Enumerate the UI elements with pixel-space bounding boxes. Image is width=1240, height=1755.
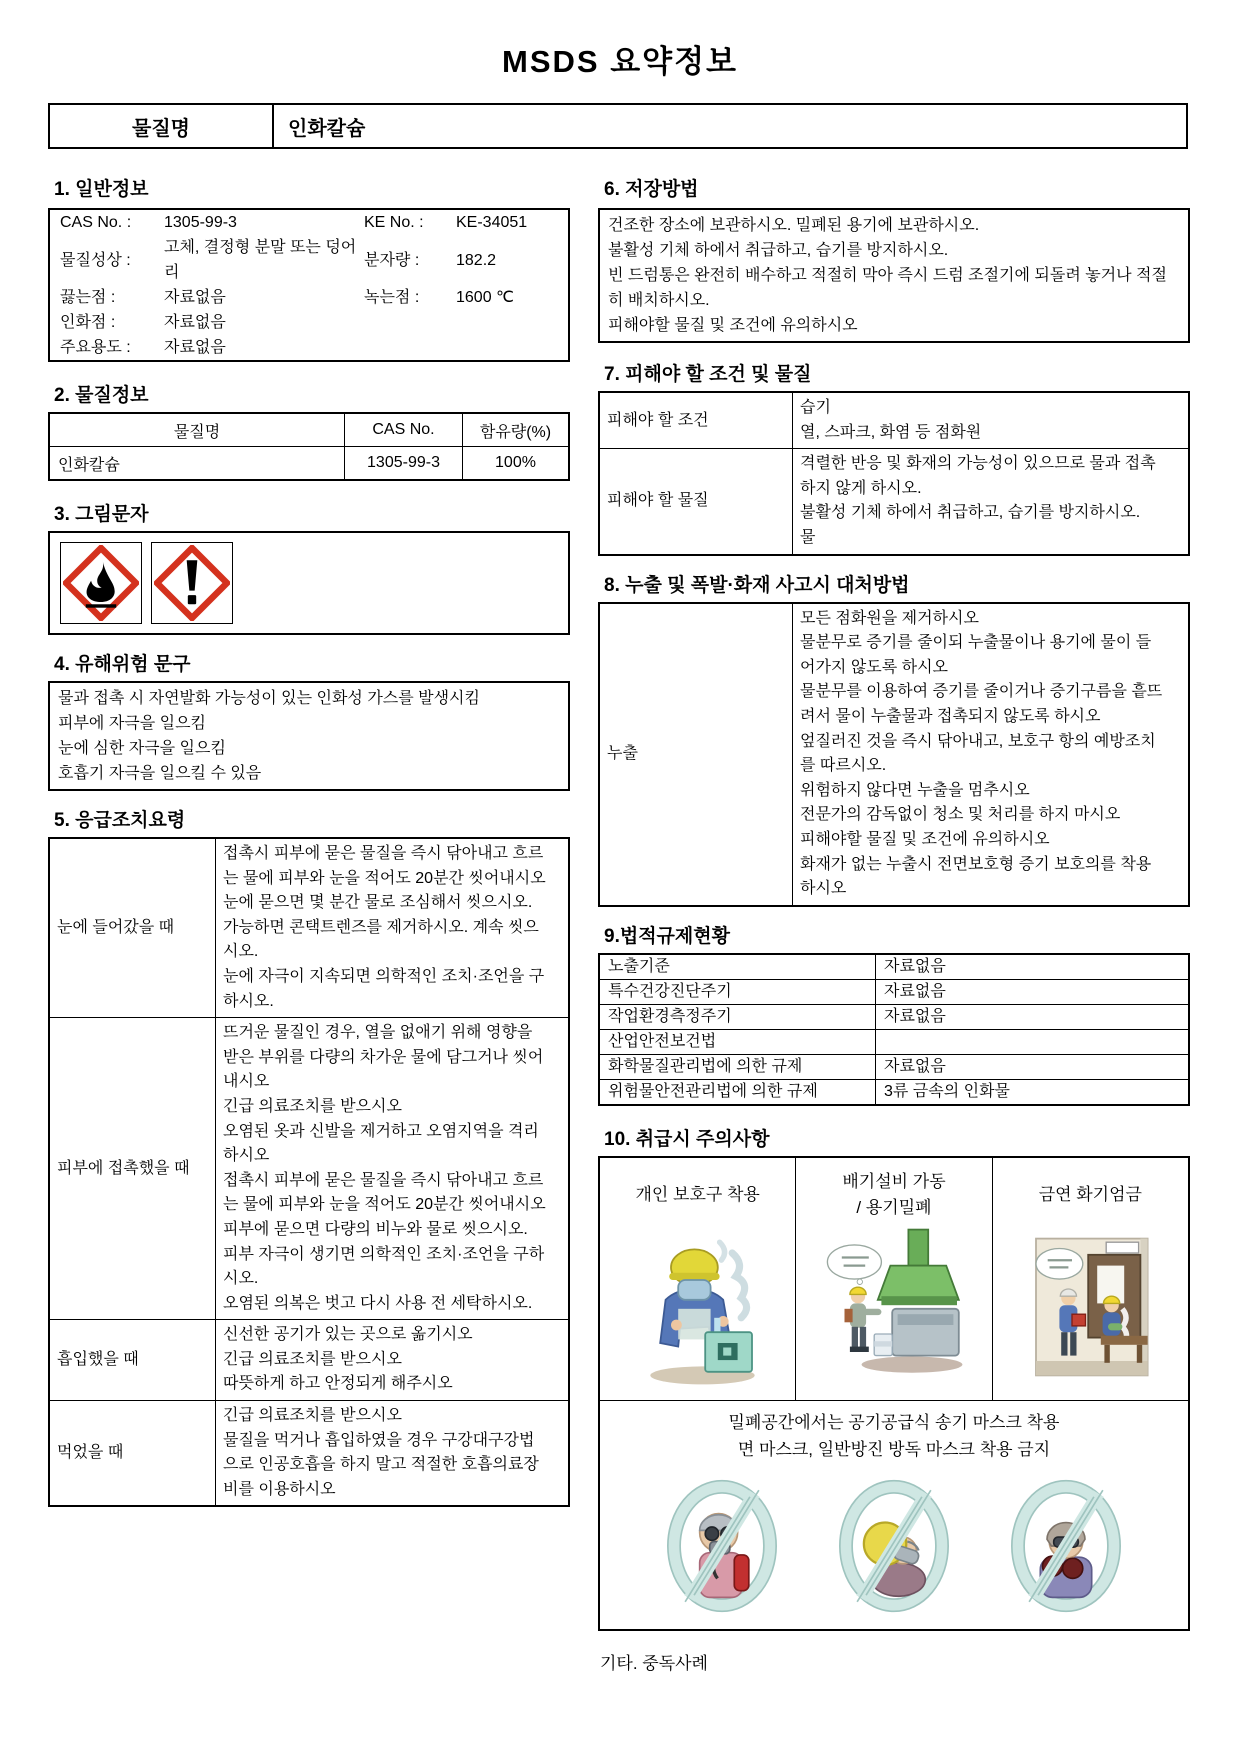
- flame-icon: [63, 545, 139, 621]
- regulation-value: 3류 금속의 인화물: [876, 1079, 1190, 1105]
- first-aid-table: [48, 837, 570, 1507]
- conditions-to-avoid-table: [598, 391, 1190, 556]
- hazard-statement: 물과 접촉 시 자연발화 가능성이 있는 인화성 가스를 발생시킴: [58, 690, 480, 707]
- first-aid-inhale-label: 흡입했을 때: [49, 1320, 216, 1401]
- avoid-conditions-label: 피해야 할 조건: [599, 392, 793, 449]
- storage-box: [598, 208, 1190, 343]
- section-7-title: 7. 피해야 할 조건 및 물질: [604, 364, 812, 385]
- field-label: 분자량 :: [364, 251, 420, 269]
- hazard-statements-box: [48, 681, 570, 791]
- field-value: KE-34051: [456, 214, 528, 231]
- instruction-line: 불활성 기체 하에서 취급하고, 습기를 방지하시오.: [800, 504, 1141, 522]
- leak-label: 누출: [599, 603, 793, 906]
- instruction-line: 눈에 자극이 지속되면 의학적인 조치·조언을 구하시오.: [223, 967, 545, 1010]
- instruction-line: 격렬한 반응 및 화재의 가능성이 있으므로 물과 접촉하지 않게 하시오.: [800, 455, 1156, 497]
- leak-response-table: [598, 602, 1190, 907]
- instruction-line: 피부에 묻으면 다량의 비누와 물로 씻으시오.: [223, 1220, 528, 1238]
- content-percent-cell: 100%: [463, 447, 570, 481]
- regulation-label: 노출기준: [599, 954, 876, 980]
- instruction-line: 따뜻하게 하고 안정되게 해주시오: [223, 1375, 453, 1393]
- exhaust-ventilation-container-sealing-illustration: [818, 1226, 970, 1388]
- first-aid-eye-label: 눈에 들어갔을 때: [49, 838, 216, 1018]
- exclamation-mark-icon: [154, 545, 230, 621]
- precaution-caption: / 용기밀폐: [856, 1197, 932, 1217]
- note-line: 밀폐공간에서는 공기공급식 송기 마스크 착용: [728, 1412, 1060, 1432]
- pictogram-box: [48, 531, 570, 635]
- instruction-line: 뜨거운 물질인 경우, 열을 없애기 위해 영향을 받은 부위를 다량의 차가운 물에 담그거나 씻어내시오: [223, 1024, 544, 1091]
- regulation-label: 화학물질관리법에 의한 규제: [599, 1054, 876, 1079]
- field-label: 물질성상 :: [60, 251, 131, 269]
- table-row: [49, 1018, 569, 1320]
- table-row: [599, 1054, 1189, 1079]
- instruction-line: 위험하지 않다면 누출을 멈추시오: [800, 781, 1030, 799]
- instruction-line: 물질을 먹거나 흡입하였을 경우 구강대구강법으로 인공호흡을 하지 말고 적절한 호흡의료장비를 이용하시오: [223, 1431, 539, 1498]
- column-header: 물질명: [49, 413, 345, 447]
- legal-regulations-table: [598, 953, 1190, 1106]
- table-header-row: [49, 413, 569, 447]
- ghs-exclamation-pictogram: [151, 542, 233, 624]
- table-row: [599, 449, 1189, 555]
- dust-mask-prohibited-illustration: [666, 1479, 778, 1613]
- table-row: [599, 979, 1189, 1004]
- gas-mask-prohibited-illustration: [1010, 1479, 1122, 1613]
- hazard-statement: 눈에 심한 자극을 일으킴: [58, 740, 226, 757]
- section-6-title: 6. 저장방법: [604, 179, 699, 200]
- hazard-statement: 호흡기 자극을 일으킬 수 있음: [58, 765, 262, 782]
- substance-cell: 인화칼슘: [49, 447, 345, 481]
- field-label: 녹는점 :: [364, 289, 420, 306]
- page-title: MSDS 요약정보: [502, 44, 738, 79]
- other-poisoning-cases-note: 기타. 중독사례: [600, 1653, 708, 1673]
- ghs-flame-pictogram: [60, 542, 142, 624]
- instruction-line: 눈에 묻으면 몇 분간 물로 조심해서 씻으시오.: [223, 894, 533, 912]
- instruction-line: 물분무를 이용하여 증기를 줄이거나 증기구름을 흩뜨려서 물이 누출물과 접촉되지 않도록 하시오: [800, 683, 1163, 725]
- table-row: [599, 1029, 1189, 1054]
- table-row: [49, 838, 569, 1018]
- field-value: 자료없음: [164, 314, 226, 331]
- regulation-label: 작업환경측정주기: [599, 1004, 876, 1029]
- instruction-line: 긴급 의료조치를 받으시오: [223, 1407, 402, 1425]
- first-aid-eye-content: [216, 838, 570, 1018]
- regulation-value: 자료없음: [876, 979, 1190, 1004]
- regulation-value: 자료없음: [876, 954, 1190, 980]
- table-row: [599, 603, 1189, 906]
- no-smoking-no-fire-illustration: [1014, 1226, 1166, 1388]
- left-column: [48, 160, 570, 1507]
- note-line: 면 마스크, 일반방진 방독 마스크 착용 금지: [737, 1439, 1051, 1459]
- storage-line: 피해야할 물질 및 조건에 유의하시오: [608, 317, 858, 334]
- field-label: CAS No. :: [60, 214, 132, 231]
- instruction-line: 모든 점화원을 제거하시오: [800, 609, 979, 627]
- handling-precautions-table: [598, 1156, 1190, 1631]
- general-info-row: [50, 285, 568, 310]
- instruction-line: 전문가의 감독없이 청소 및 처리를 하지 마시오: [800, 806, 1121, 824]
- instruction-line: 긴급 의료조치를 받으시오: [223, 1097, 402, 1115]
- regulation-label: 산업안전보건법: [599, 1029, 876, 1054]
- precaution-caption: 개인 보호구 착용: [635, 1184, 760, 1204]
- section-4-title: 4. 유해위험 문구: [54, 654, 191, 675]
- field-label: 끓는점 :: [60, 289, 116, 306]
- substance-name-value: 인화칼슘: [288, 117, 366, 140]
- cas-cell: 1305-99-3: [345, 447, 463, 481]
- field-value: 자료없음: [164, 289, 226, 306]
- precaution-ventilation-cell: [796, 1158, 992, 1400]
- substance-name-label: 물질명: [50, 105, 274, 147]
- instruction-line: 접촉시 피부에 묻은 물질을 즉시 닦아내고 흐르는 물에 피부와 눈을 적어도 20분간 씻어내시오: [223, 845, 546, 887]
- field-label: 주요용도 :: [60, 339, 131, 356]
- instruction-line: 엎질러진 것을 즉시 닦아내고, 보호구 항의 예방조치를 따르시오.: [800, 732, 1156, 775]
- confined-space-note: [600, 1401, 1188, 1629]
- first-aid-skin-label: 피부에 접촉했을 때: [49, 1018, 216, 1320]
- prohibited-masks-row: [606, 1479, 1182, 1613]
- general-info-row: [50, 310, 568, 335]
- hazard-statement: 피부에 자극을 일으킴: [58, 715, 206, 732]
- section-9-title: 9.법적규제현황: [604, 925, 730, 947]
- section-8-title: 8. 누출 및 폭발·화재 사고시 대처방법: [604, 574, 910, 596]
- table-row: [599, 1004, 1189, 1029]
- field-value: 1305-99-3: [164, 214, 237, 231]
- precaution-no-smoking-cell: [993, 1158, 1188, 1400]
- table-row: [49, 1320, 569, 1401]
- table-row: [599, 392, 1189, 449]
- instruction-line: 오염된 옷과 신발을 제거하고 오염지역을 격리하시오: [223, 1122, 539, 1165]
- first-aid-ingest-content: [216, 1401, 570, 1507]
- table-row: [49, 1401, 569, 1507]
- field-value: 182.2: [456, 251, 497, 269]
- precaution-ppe-cell: [600, 1158, 796, 1400]
- instruction-line: 열, 스파크, 화염 등 점화원: [800, 423, 982, 441]
- regulation-value: 자료없음: [876, 1054, 1190, 1079]
- table-row: [599, 1079, 1189, 1105]
- instruction-line: 피해야할 물질 및 조건에 유의하시오: [800, 830, 1050, 848]
- cotton-mask-prohibited-illustration: [838, 1479, 950, 1613]
- general-info-row: [50, 335, 568, 360]
- general-info-row: [50, 210, 568, 235]
- instruction-line: 물: [800, 528, 816, 546]
- table-row: [599, 954, 1189, 980]
- instruction-line: 긴급 의료조치를 받으시오: [223, 1350, 402, 1368]
- field-value: 1600 ℃: [456, 289, 515, 306]
- precaution-caption: 배기설비 가동: [842, 1171, 946, 1191]
- avoid-conditions-content: [793, 392, 1190, 449]
- general-info-box: [48, 208, 570, 362]
- column-header: 함유량(%): [463, 413, 570, 447]
- instruction-line: 신선한 공기가 있는 곳으로 옮기시오: [223, 1326, 473, 1344]
- instruction-line: 습기: [800, 399, 831, 416]
- regulation-label: 특수건강진단주기: [599, 979, 876, 1004]
- general-info-row: [50, 235, 568, 285]
- storage-line: 불활성 기체 하에서 취급하고, 습기를 방지하시오.: [608, 242, 949, 259]
- field-value: 자료없음: [164, 339, 226, 356]
- regulation-value: 자료없음: [876, 1004, 1190, 1029]
- first-aid-inhale-content: [216, 1320, 570, 1401]
- section-3-title: 3. 그림문자: [54, 504, 149, 525]
- instruction-line: 접촉시 피부에 묻은 물질을 즉시 닦아내고 흐르는 물에 피부와 눈을 적어도 20분간 씻어내시오: [223, 1171, 546, 1214]
- section-10-title: 10. 취급시 주의사항: [604, 1128, 770, 1150]
- section-2-title: 2. 물질정보: [54, 385, 149, 406]
- regulation-value: [876, 1029, 1190, 1054]
- instruction-line: 화재가 없는 누출시 전면보호형 증기 보호의를 착용하시오: [800, 855, 1152, 898]
- storage-line: 빈 드럼통은 완전히 배수하고 적절히 막아 즉시 드럼 조절기에 되돌려 놓거나 적절히 배치하시오.: [608, 267, 1167, 309]
- precaution-caption: 금연 화기엄금: [1038, 1184, 1142, 1204]
- composition-table: [48, 412, 570, 481]
- first-aid-ingest-label: 먹었을 때: [49, 1401, 216, 1507]
- instruction-line: 가능하면 콘택트렌즈를 제거하시오. 계속 씻으시오.: [223, 918, 539, 961]
- leak-content: [793, 603, 1190, 906]
- instruction-line: 물분무로 증기를 줄이되 누출물이나 용기에 물이 들어가지 않도록 하시오: [800, 634, 1152, 676]
- section-5-title: 5. 응급조치요령: [54, 810, 186, 831]
- field-value: 고체, 결정형 분말 또는 덩어리: [164, 239, 357, 281]
- column-header: CAS No.: [345, 413, 463, 447]
- right-column: [598, 160, 1190, 1674]
- instruction-line: 피부 자극이 생기면 의학적인 조치·조언을 구하시오.: [223, 1245, 545, 1288]
- substance-header-table: [48, 103, 1188, 149]
- storage-line: 건조한 장소에 보관하시오. 밀폐된 용기에 보관하시오.: [608, 217, 980, 234]
- regulation-label: 위험물안전관리법에 의한 규제: [599, 1079, 876, 1105]
- instruction-line: 오염된 의복은 벗고 다시 사용 전 세탁하시오.: [223, 1294, 533, 1312]
- field-label: 인화점 :: [60, 314, 116, 331]
- table-row: [49, 447, 569, 481]
- personal-protective-equipment-illustration: [622, 1226, 774, 1388]
- avoid-materials-content: [793, 449, 1190, 555]
- avoid-materials-label: 피해야 할 물질: [599, 449, 793, 555]
- first-aid-skin-content: [216, 1018, 570, 1320]
- section-1-title: 1. 일반정보: [54, 179, 149, 200]
- field-label: KE No. :: [364, 214, 424, 231]
